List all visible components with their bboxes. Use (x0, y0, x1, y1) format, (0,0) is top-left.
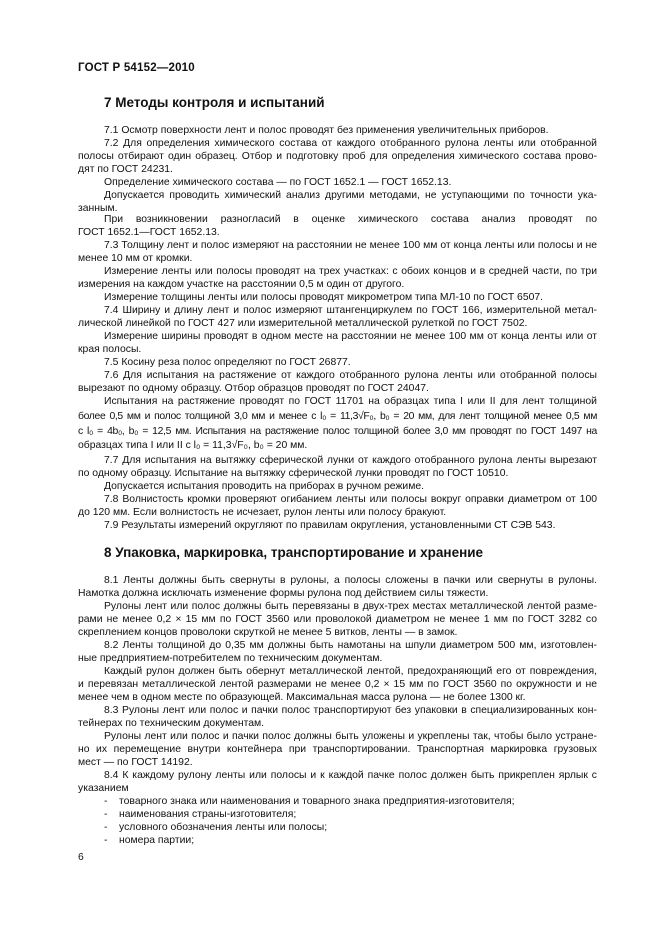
paragraph-line: При возникновении разногласий в оценке химического состава анализ проводят по (104, 214, 597, 225)
paragraph-line: Испытания на растяжение проводят по ГОСТ 11701 на образцах типа I или II для лент толщиной (104, 396, 597, 407)
paragraph-line: более 0,5 мм и полос толщиной 3,0 мм и менее с l₀ = 11,3√F₀, b₀ = 20 мм, для лент толщиной менее 0,5 мм (78, 411, 597, 422)
paragraph-line: 7.2 Для определения химического состава от каждого отобранного рулона ленты или отобранной (104, 138, 597, 149)
paragraph-line: лической линейкой по ГОСТ 427 или измерительной металлической рулеткой по ГОСТ 7502. (78, 318, 528, 329)
paragraph-line: до 120 мм. Если волнистость не исчезает, рулон ленты или полосу бракуют. (78, 507, 447, 518)
paragraph-line: Каждый рулон должен быть обернут металлической лентой, предохраняющий его от повреждения, (104, 666, 597, 677)
list-item-text: номера партии; (119, 835, 195, 846)
paragraph-line: 7.3 Толщину лент и полос измеряют на расстоянии не менее 100 мм от конца ленты или полосы и не (104, 240, 597, 251)
paragraph-line: скреплением концов проволоки скруткой не менее 5 витков, ленты — в замок. (78, 627, 458, 638)
paragraph-line: 7.9 Результаты измерений округляют по правилам округления, установленными СТ СЭВ 543. (104, 520, 556, 531)
paragraph-line: Измерение ширины проводят в одном месте на расстоянии не менее 100 мм от конца ленты или от (104, 331, 597, 342)
paragraph-line: 8.1 Ленты должны быть свернуты в рулоны, а полосы сложены в пачки или свернуты в рулоны. (104, 575, 597, 586)
list-item (104, 822, 328, 834)
paragraph-line: Измерение ленты или полосы проводят на трех участках: с обоих концов и в средней части, по три (104, 266, 597, 277)
section-7-heading: 7 Методы контроля и испытаний (104, 95, 325, 110)
paragraph-line: 8.3 Рулоны лент или полос и пачки полос транспортируют без упаковки в специализированных кон- (104, 705, 597, 716)
paragraph-line: с l₀ = 4b₀, b₀ = 12,5 мм. Испытания на растяжение полос толщиной более 3,0 мм проводят по ГОСТ 1497 на (78, 426, 597, 437)
paragraph-line: мест — по ГОСТ 14192. (78, 757, 193, 768)
paragraph-line: 7.4 Ширину и длину лент и полос измеряют штангенциркулем по ГОСТ 166, измерительной метал- (104, 305, 597, 316)
list-item (104, 796, 515, 808)
paragraph-line: 7.8 Волнистость кромки проверяют огибанием ленты или полосы вокруг оправки диаметром от 100 (104, 494, 597, 505)
list-dash: - (104, 822, 108, 833)
paragraph-line: рами не менее 0,2 × 15 мм по ГОСТ 3560 или проволокой диаметром не менее 1 мм по ГОСТ 3282 со (78, 614, 597, 625)
paragraph-line: Измерение толщины ленты или полосы проводят микрометром типа МЛ-10 по ГОСТ 6507. (104, 292, 544, 303)
paragraph-line: ГОСТ 1652.1—ГОСТ 1652.13. (78, 227, 220, 238)
list-item (104, 835, 195, 847)
paragraph-line: дят по ГОСТ 24231. (78, 164, 173, 175)
paragraph-line: вырезают по одному образцу. Отбор образцов проводят по ГОСТ 24047. (78, 383, 429, 394)
list-dash: - (104, 796, 108, 807)
standard-header: ГОСТ Р 54152—2010 (78, 62, 195, 74)
paragraph-line: по одному образцу. Испытание на вытяжку сферической лунки проводят по ГОСТ 10510. (78, 468, 509, 479)
paragraph-line: но их перемещение внутри контейнера при транспортировании. Транспортная маркировка грузовых (78, 744, 597, 755)
paragraph-line: Намотка должна исключать изменение формы рулона под действием силы тяжести. (78, 588, 489, 599)
paragraph-line: края полосы. (78, 344, 142, 355)
paragraph-line: измерения на каждом участке на расстоянии 0,5 м один от другого. (78, 279, 405, 290)
paragraph-line: полосы отбирают один образец. Отбор и подготовку проб для определения химического состава прово- (78, 151, 597, 162)
paragraph-line: и перевязан металлической лентой размерами не менее 0,2 × 15 мм по ГОСТ 3560 по окружности и не (78, 679, 597, 690)
list-item-text: условного обозначения ленты или полосы; (119, 822, 328, 833)
list-dash: - (104, 835, 108, 846)
paragraph-line: Рулоны лент или полос должны быть перевязаны в двух-трех местах металлической лентой разме- (104, 601, 597, 612)
paragraph-line: 7.5 Косину реза полос определяют по ГОСТ 26877. (104, 357, 351, 368)
paragraph-line: тейнерах по техническим документам. (78, 718, 265, 729)
paragraph-line: менее чем в одном месте по образующей. Максимальная масса рулона — не более 1300 кг. (78, 692, 526, 703)
section-8-heading: 8 Упаковка, маркировка, транспортирование и хранение (104, 545, 484, 560)
paragraph-line: 8.4 К каждому рулону ленты или полосы и к каждой пачке полос должен быть прикреплен ярлык с (104, 770, 597, 781)
paragraph-line: 7.6 Для испытания на растяжение от каждого отобранного рулона ленты или отобранной полосы (104, 370, 597, 381)
paragraph-line: Допускается проводить химический анализ другими методами, не уступающими по точности ука- (104, 190, 597, 201)
paragraph-line: Рулоны лент или полос и пачки полос должны быть уложены и укреплены так, чтобы было устране- (104, 731, 597, 742)
paragraph-line: занным. (78, 203, 118, 214)
paragraph-line: Допускается испытания проводить на приборах в ручном режиме. (104, 481, 425, 492)
paragraph-line: Определение химического состава — по ГОСТ 1652.1 — ГОСТ 1652.13. (104, 177, 452, 188)
paragraph-line: ные предприятием-потребителем по техническим документам. (78, 653, 383, 664)
paragraph-line: образцах типа I или II с l₀ = 11,3√F₀, b₀ = 20 мм. (78, 440, 308, 451)
list-item-text: товарного знака или наименования и товарного знака предприятия-изготовителя; (119, 796, 515, 807)
paragraph-line: указанием (78, 783, 129, 794)
list-item-text: наименования страны-изготовителя; (119, 809, 297, 820)
page-number: 6 (78, 852, 84, 863)
list-dash: - (104, 809, 108, 820)
paragraph-line: менее 10 мм от кромки. (78, 253, 193, 264)
list-item (104, 809, 297, 821)
paragraph-line: 8.2 Ленты толщиной до 0,35 мм должны быть намотаны на шпули диаметром 500 мм, изготовлен- (104, 640, 597, 651)
paragraph-line: 7.7 Для испытания на вытяжку сферической лунки от каждого отобранного рулона ленты вырезают (104, 455, 597, 466)
paragraph-line: 7.1 Осмотр поверхности лент и полос проводят без применения увеличительных приборов. (104, 125, 549, 136)
